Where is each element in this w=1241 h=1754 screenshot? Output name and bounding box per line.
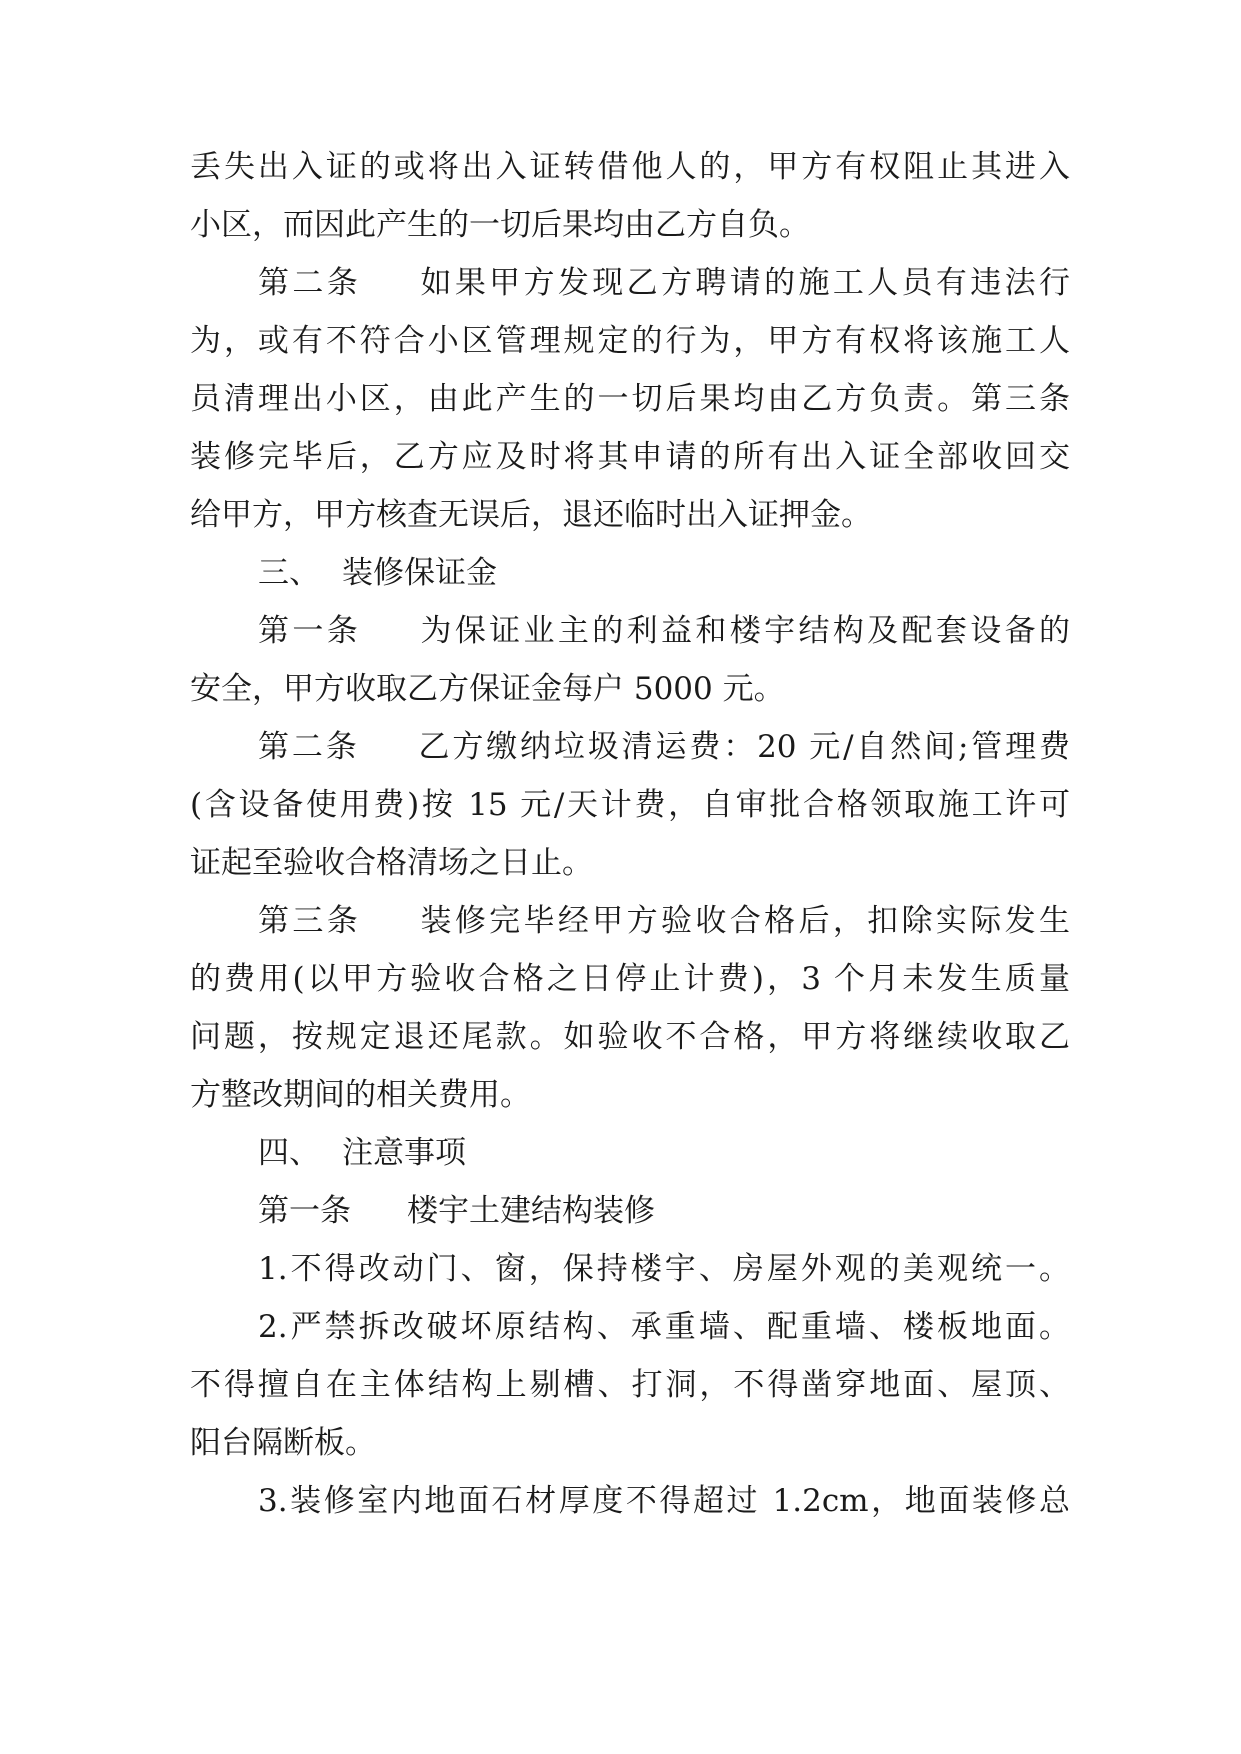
article-text: 如果甲方发现乙方聘请的施工人员有违法行 [417, 265, 1071, 301]
text-line: 小区，而因此产生的一切后果均由乙方自负。 [190, 207, 810, 243]
text-line: 证起至验收合格清场之日止。 [190, 845, 593, 881]
article-text: 楼宇土建结构装修 [407, 1193, 655, 1229]
list-item: 3.装修室内地面石材厚度不得超过 1.2cm，地面装修总 [258, 1483, 1070, 1519]
text-line: 的费用(以甲方验收合格之日停止计费)，3 个月未发生质量 [190, 961, 1070, 997]
text-line: 员清理出小区，由此产生的一切后果均由乙方负责。第三条 [190, 381, 1070, 417]
article-text: 装修完毕经甲方验收合格后，扣除实际发生 [417, 903, 1071, 939]
text-line: 阳台隔断板。 [190, 1425, 376, 1461]
article-line [258, 1182, 1070, 1240]
text-line: 给甲方，甲方核查无误后，退还临时出入证押金。 [190, 497, 872, 533]
article-heading: 第一条 [258, 613, 362, 649]
section-number: 四、 [258, 1135, 320, 1171]
text-line: 装修完毕后，乙方应及时将其申请的所有出入证全部收回交 [190, 439, 1070, 475]
text-line: 方整改期间的相关费用。 [190, 1077, 531, 1113]
section-number: 三、 [258, 555, 320, 591]
list-item: 1.不得改动门、窗，保持楼宇、房屋外观的美观统一。 [258, 1251, 1070, 1287]
text-line: 安全，甲方收取乙方保证金每户 5000 元。 [190, 671, 785, 707]
article-heading: 第二条 [258, 265, 362, 301]
article-text: 为保证业主的利益和楼宇结构及配套设备的 [417, 613, 1071, 649]
article-line [258, 892, 1070, 950]
text-line: 问题，按规定退还尾款。如验收不合格，甲方将继续收取乙 [190, 1019, 1070, 1055]
section-title: 装修保证金 [342, 555, 497, 591]
article-heading: 第一条 [258, 1193, 351, 1229]
article-line [258, 602, 1070, 660]
article-heading: 第三条 [258, 903, 362, 939]
section-heading [258, 1124, 1070, 1182]
text-line: 丢失出入证的或将出入证转借他人的，甲方有权阻止其进入 [190, 149, 1070, 185]
article-line [258, 254, 1070, 312]
text-line: 为，或有不符合小区管理规定的行为，甲方有权将该施工人 [190, 323, 1070, 359]
section-title: 注意事项 [342, 1135, 466, 1171]
article-line [258, 718, 1070, 776]
article-text: 乙方缴纳垃圾清运费：20 元/自然间;管理费 [415, 729, 1071, 765]
section-heading [258, 544, 1070, 602]
text-line: 不得擅自在主体结构上剔槽、打洞，不得凿穿地面、屋顶、 [190, 1367, 1070, 1403]
text-line: (含设备使用费)按 15 元/天计费，自审批合格领取施工许可 [190, 787, 1070, 823]
list-item: 2.严禁拆改破坏原结构、承重墙、配重墙、楼板地面。 [258, 1309, 1070, 1345]
article-heading: 第二条 [258, 729, 360, 765]
